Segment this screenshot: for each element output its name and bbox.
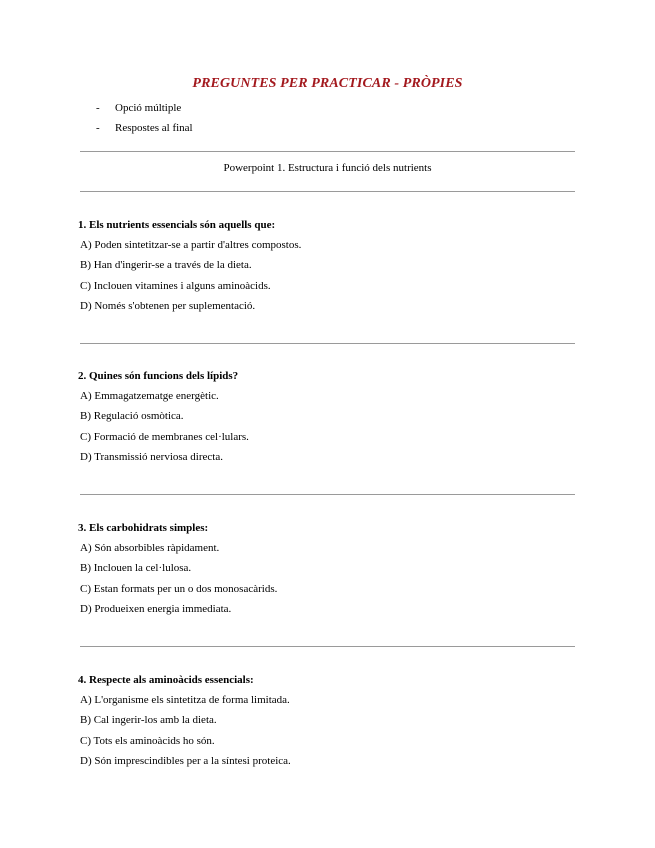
answer-option: C) Estan formats per un o dos monosacàrids. [80, 582, 278, 595]
divider [80, 646, 575, 647]
question-4 [78, 673, 291, 774]
divider [80, 343, 575, 344]
answer-option: C) Tots els aminoàcids ho són. [80, 734, 215, 747]
answer-option: D) Només s'obtenen per suplementació. [80, 299, 256, 312]
answer-option: D) Transmissió nerviosa directa. [80, 450, 223, 463]
bullet-text: Opció múltiple [115, 102, 182, 114]
answer-option: B) Han d'ingerir-se a través de la dieta. [80, 259, 252, 272]
bullet-text: Respostes al final [115, 122, 193, 134]
question-2 [78, 369, 249, 470]
question-3 [78, 521, 277, 622]
question-title: 2. Quines són funcions dels lípids? [78, 370, 239, 382]
answer-option: A) Són absorbibles ràpidament. [80, 542, 220, 554]
answer-option: D) Produeixen energia immediata. [80, 602, 232, 615]
divider [80, 494, 575, 495]
question-title: 1. Els nutrients essencials són aquells que: [78, 219, 276, 231]
divider [80, 151, 575, 152]
answer-option: B) Cal ingerir-los amb la dieta. [80, 714, 217, 727]
page-title: PREGUNTES PER PRACTICAR - PRÒPIES [192, 76, 463, 91]
answer-option: A) L'organisme els sintetitza de forma limitada. [80, 694, 290, 706]
question-title: 3. Els carbohidrats simples: [78, 522, 209, 534]
answer-option: B) Inclouen la cel·lulosa. [80, 562, 192, 575]
bullet-list [96, 101, 193, 141]
answer-option: A) Poden sintetitzar-se a partir d'altres compostos. [80, 239, 302, 251]
section-title: Powerpoint 1. Estructura i funció dels nutrients [223, 162, 432, 174]
question-title: 4. Respecte als aminoàcids essencials: [78, 674, 254, 686]
answer-option: D) Són imprescindibles per a la síntesi proteica. [80, 754, 291, 767]
bullet-dash: - [96, 122, 100, 134]
answer-option: B) Regulació osmòtica. [80, 410, 184, 423]
answer-option: C) Formació de membranes cel·lulars. [80, 430, 249, 443]
bullet-item [96, 101, 193, 121]
answer-option: A) Emmagatzematge energètic. [80, 390, 219, 402]
bullet-item [96, 121, 193, 141]
bullet-dash: - [96, 102, 100, 114]
divider [80, 191, 575, 192]
answer-option: C) Inclouen vitamines i alguns aminoàcids. [80, 279, 271, 292]
question-1 [78, 218, 301, 319]
